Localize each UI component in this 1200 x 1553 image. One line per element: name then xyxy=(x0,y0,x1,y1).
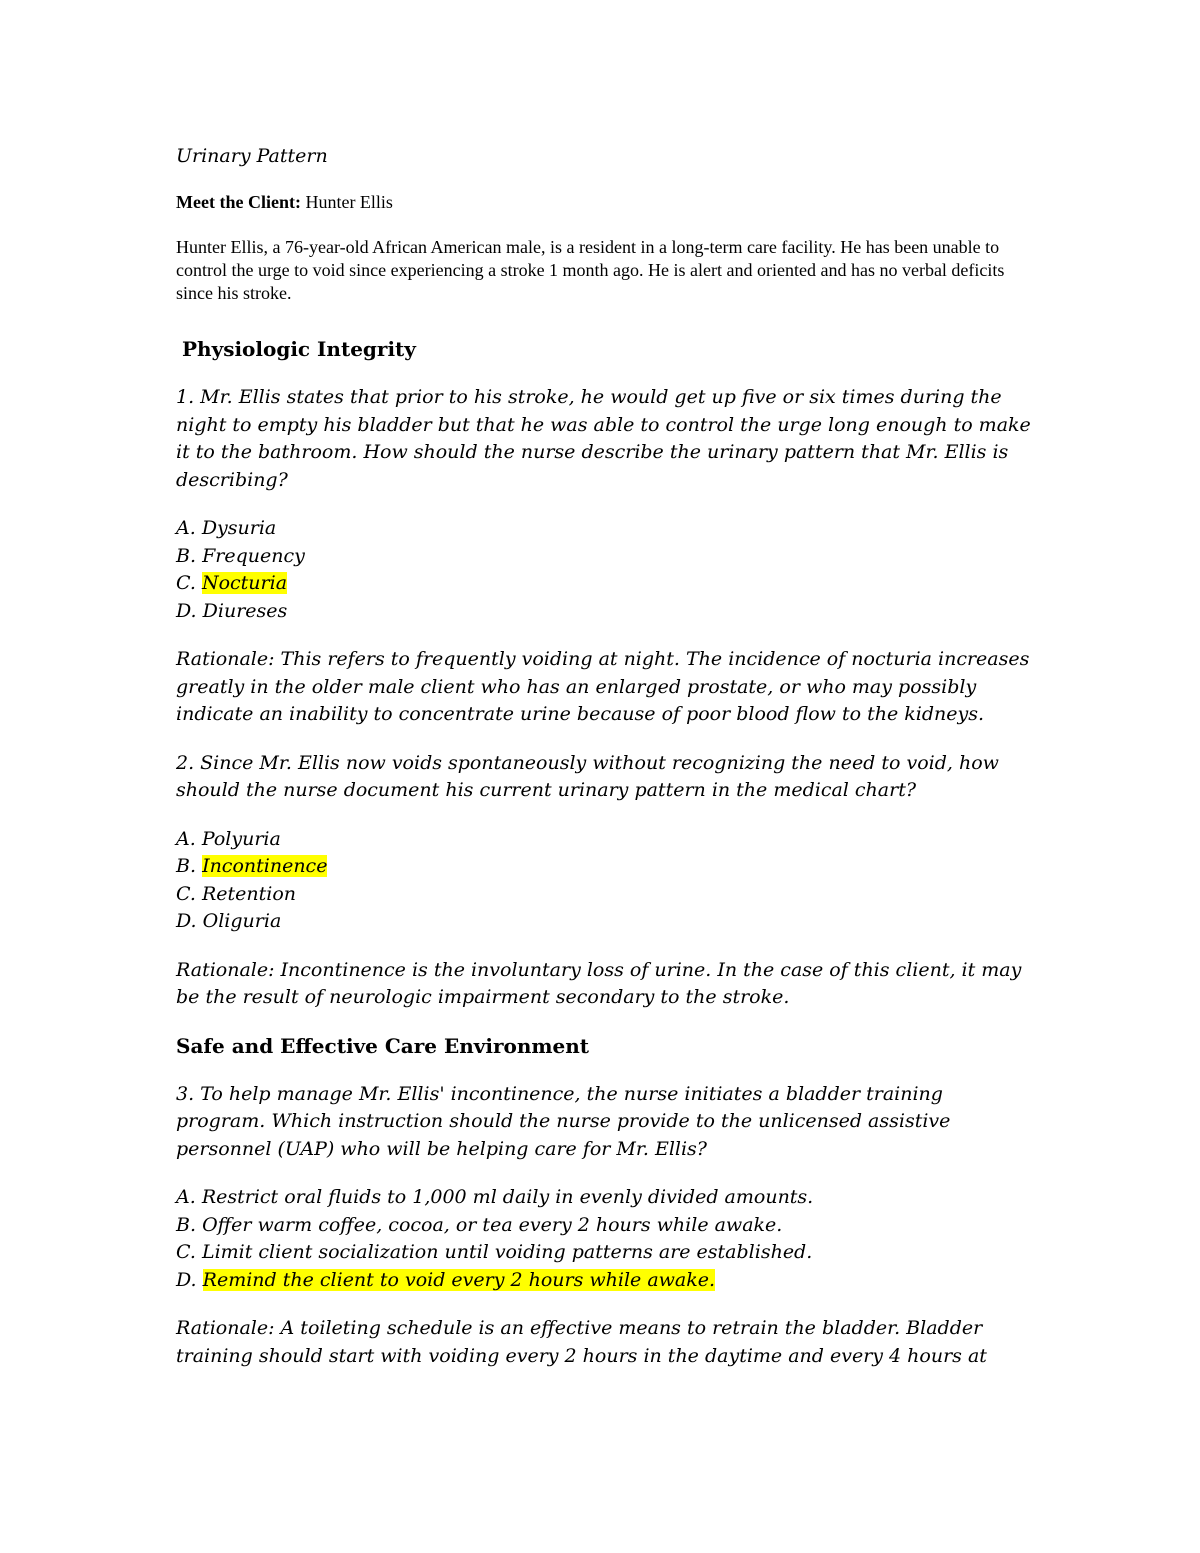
option-item xyxy=(176,543,1036,571)
option-text: Diureses xyxy=(202,599,288,622)
client-label: Meet the Client: xyxy=(176,192,301,212)
question-2-options xyxy=(176,826,1036,936)
option-item xyxy=(176,881,1036,909)
option-item-correct xyxy=(176,1267,1036,1295)
client-description: Hunter Ellis, a 76-year-old African American male, is a resident in a long-term care facility. He has been unable to control the urge to void since experiencing a stroke 1 month ago. He is alert and oriented and has no verbal deficits since his stroke. xyxy=(176,237,1005,303)
option-text: Dysuria xyxy=(201,517,277,539)
option-item xyxy=(176,1184,1036,1212)
option-text: Frequency xyxy=(202,544,305,567)
option-letter: B. xyxy=(176,855,197,877)
option-item xyxy=(176,1212,1036,1240)
option-letter: C. xyxy=(176,882,196,905)
section-heading-safe: Safe and Effective Care Environment xyxy=(176,1033,590,1058)
document-page xyxy=(176,138,1036,1370)
option-letter: C. xyxy=(176,572,196,594)
option-item xyxy=(176,908,1036,936)
question-1-rationale: Rationale: This refers to frequently voiding at night. The incidence of nocturia increases greatly in the older male client who has an enlarged prostate, or who may possibly indicate an inability to concentrate urine because of poor blood flow to the kidneys. xyxy=(176,648,1030,725)
question-1-options xyxy=(176,515,1036,625)
option-item-correct xyxy=(176,853,1036,881)
option-text: Retention xyxy=(201,882,297,905)
question-2-rationale: Rationale: Incontinence is the involuntary loss of urine. In the case of this client, it may be the result of neurologic impairment secondary to the stroke. xyxy=(176,958,1022,1008)
option-item-correct xyxy=(176,570,1036,598)
question-1 xyxy=(176,384,1036,729)
option-text: Offer warm coffee, cocoa, or tea every 2 hours while awake. xyxy=(202,1213,783,1236)
client-name: Hunter Ellis xyxy=(305,192,393,212)
option-item xyxy=(176,515,1036,543)
option-letter: D. xyxy=(176,910,197,932)
client-intro xyxy=(176,190,1036,214)
option-text: Polyuria xyxy=(201,827,281,850)
highlighted-answer: Nocturia xyxy=(201,572,288,594)
question-3-options xyxy=(176,1184,1036,1294)
option-text: Limit client socialization until voiding patterns are established. xyxy=(201,1241,813,1263)
option-text: Oliguria xyxy=(202,910,282,932)
option-letter: B. xyxy=(176,1213,197,1236)
option-letter: A. xyxy=(176,517,196,539)
highlighted-answer: Remind the client to void every 2 hours while awake. xyxy=(202,1268,716,1291)
question-2 xyxy=(176,750,1036,1012)
question-3-text: 3. To help manage Mr. Ellis' incontinence, the nurse initiates a bladder training program. Which instruction should the nurse provide to the unlicensed assistive personnel (UAP) who will be helping care for Mr. Ellis? xyxy=(176,1082,951,1160)
option-text: Restrict oral fluids to 1,000 ml daily in evenly divided amounts. xyxy=(201,1186,814,1208)
option-item xyxy=(176,598,1036,626)
question-1-text: 1. Mr. Ellis states that prior to his stroke, he would get up five or six times during the night to empty his bladder but that he was able to control the urge long enough to make it to the bathroom. How should the nurse describe the urinary pattern that Mr. Ellis is describing? xyxy=(176,386,1031,491)
option-letter: B. xyxy=(176,544,197,567)
question-2-text: 2. Since Mr. Ellis now voids spontaneously without recognizing the need to void, how should the nurse document his current urinary pattern in the medical chart? xyxy=(176,751,999,801)
question-3-rationale: Rationale: A toileting schedule is an effective means to retrain the bladder. Bladder training should start with voiding every 2 hours in the daytime and every 4 hours at xyxy=(176,1317,987,1367)
option-letter: D. xyxy=(176,1268,197,1291)
document-title: Urinary Pattern xyxy=(176,145,328,167)
option-letter: D. xyxy=(176,599,197,622)
option-item xyxy=(176,826,1036,854)
highlighted-answer: Incontinence xyxy=(202,855,328,877)
question-3 xyxy=(176,1081,1036,1371)
option-letter: C. xyxy=(176,1241,196,1263)
option-item xyxy=(176,1239,1036,1267)
section-heading-physiologic: Physiologic Integrity xyxy=(182,337,416,361)
option-letter: A. xyxy=(176,827,196,850)
option-letter: A. xyxy=(176,1186,196,1208)
